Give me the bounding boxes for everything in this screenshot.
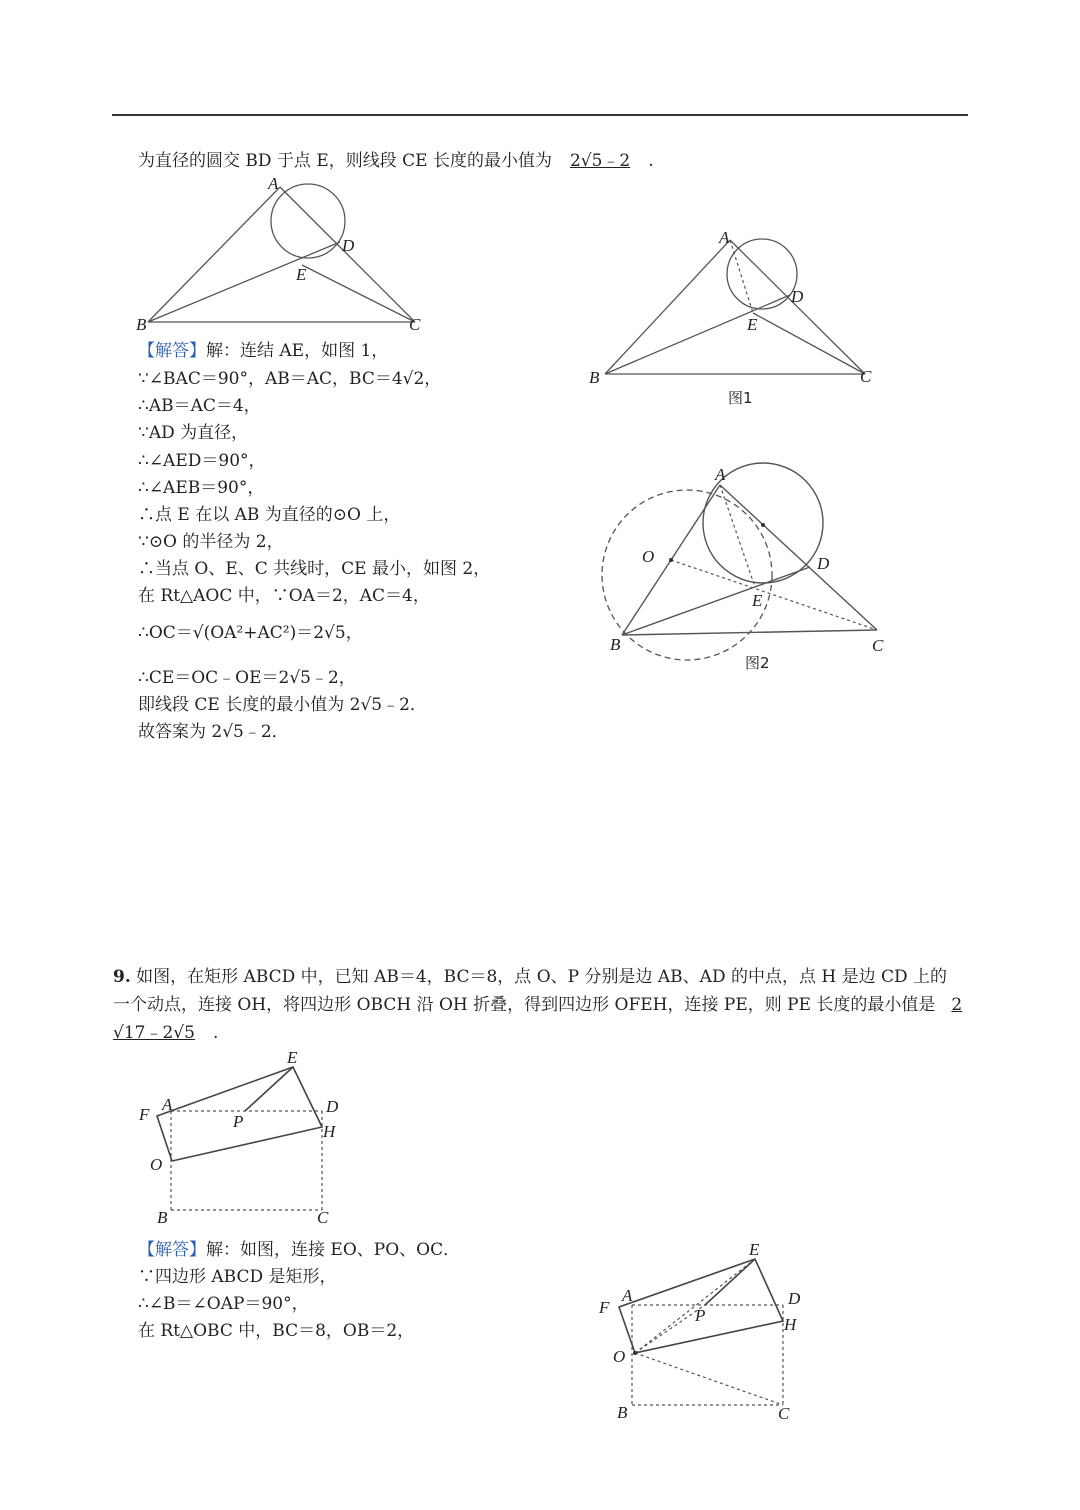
q9-answer-part-b: √17﹣2√5 — [113, 1023, 195, 1043]
q8-line-9: 在 Rt△AOC 中，∵OA＝2，AC＝4， — [138, 586, 430, 606]
q9-figure-top — [135, 1045, 375, 1230]
q9-top-label-c: C — [317, 1208, 329, 1227]
q8-line-2: ∴AB＝AC＝4， — [138, 396, 261, 416]
fig1-label-b: B — [589, 368, 600, 387]
fig2-label-b: B — [610, 635, 621, 654]
q9-sol-label-h: H — [784, 1315, 797, 1334]
q9-answer-part-a: 2 — [951, 995, 963, 1015]
q9-top-label-h: H — [323, 1122, 336, 1141]
q8-line-7: ∵⊙O 的半径为 2， — [138, 532, 284, 552]
q9-stem-text-2: 一个动点，连接 OH，将四边形 OBCH 沿 OH 折叠，得到四边形 OFEH，连接 PE，则 PE 长度的最小值是 — [113, 995, 936, 1015]
q9-sol-label-f: F — [599, 1298, 610, 1317]
q9-stem-line-1 — [113, 966, 947, 988]
q8-solution-line: 解：连结 AE，如图 1， — [206, 341, 389, 361]
q8-answer-tag: 【解答】 — [138, 341, 206, 361]
q9-top-label-b: B — [157, 1208, 168, 1227]
q8-line-12: 即线段 CE 长度的最小值为 2√5﹣2． — [138, 695, 427, 715]
q9-answer-tag: 【解答】 — [138, 1240, 206, 1260]
fig2-label-e: E — [752, 591, 763, 610]
q9-top-label-o: O — [150, 1155, 163, 1174]
q8-line-4: ∴∠AED＝90°， — [138, 451, 266, 471]
q9-solution-line: 解：如图，连接 EO、PO、OC． — [206, 1240, 461, 1260]
q9-sol-label-o: O — [613, 1347, 626, 1366]
q8-line-10: ∴OC＝√(OA²+AC²)＝2√5， — [138, 623, 363, 643]
q8-figure-1 — [585, 228, 885, 413]
q8-top-label-a: A — [268, 174, 279, 193]
q9-line-0 — [138, 1239, 460, 1261]
q9-stem-line-3 — [113, 1022, 218, 1044]
q8-stem — [138, 150, 654, 172]
q9-line-3: 在 Rt△OBC 中，BC＝8，OB＝2， — [138, 1321, 415, 1341]
q9-stem-line-2 — [113, 994, 966, 1016]
q8-top-label-c: C — [409, 315, 421, 334]
fig1-label-e: E — [747, 315, 758, 334]
q9-top-label-f: F — [139, 1105, 150, 1124]
fig2-label-o: O — [642, 547, 655, 566]
fig2-label-a: A — [715, 465, 726, 484]
q9-top-label-p: P — [233, 1112, 244, 1131]
q9-sol-label-c: C — [778, 1404, 790, 1423]
q8-stem-end: . — [648, 151, 654, 171]
q9-sol-label-a: A — [622, 1286, 633, 1305]
q8-figure-2 — [585, 465, 895, 680]
q9-number: 9. — [113, 967, 131, 987]
q8-line-13: 故答案为 2√5﹣2． — [138, 722, 289, 742]
q8-line-6: ∴点 E 在以 AB 为直径的⊙O 上， — [138, 505, 401, 525]
fig1-label-a: A — [719, 228, 730, 247]
q9-figure-solution — [595, 1235, 825, 1423]
fig1-label-c: C — [860, 367, 872, 386]
fig1-caption: 图1 — [728, 389, 753, 407]
q9-stem-end: . — [212, 1023, 219, 1043]
q9-sol-label-b: B — [617, 1403, 628, 1422]
q8-line-3: ∵AD 为直径， — [138, 423, 249, 443]
q8-line-11: ∴CE＝OC﹣OE＝2√5﹣2， — [138, 668, 356, 688]
q9-sol-label-d: D — [788, 1289, 801, 1308]
q8-line-1: ∵∠BAC＝90°，AB＝AC，BC＝4√2， — [138, 369, 442, 389]
q9-line-1: ∵四边形 ABCD 是矩形， — [138, 1267, 337, 1287]
q9-top-label-a: A — [162, 1095, 173, 1114]
q8-top-label-e: E — [296, 265, 307, 284]
q9-stem-text-1: 如图，在矩形 ABCD 中，已知 AB＝4，BC＝8，点 O、P 分别是边 AB、AD 的中点，点 H 是边 CD 上的 — [136, 967, 948, 987]
q8-top-label-b: B — [136, 315, 147, 334]
q8-line-8: ∴当点 O、E、C 共线时，CE 最小，如图 2， — [138, 559, 491, 579]
q9-sol-label-p: P — [695, 1306, 706, 1325]
q8-stem-text: 为直径的圆交 BD 于点 E，则线段 CE 长度的最小值为 — [138, 151, 552, 171]
q8-line-5: ∴∠AEB＝90°， — [138, 478, 265, 498]
fig2-caption: 图2 — [745, 654, 770, 672]
fig2-label-d: D — [817, 554, 830, 573]
q8-line-0 — [138, 340, 388, 362]
q8-figure-top — [130, 175, 430, 335]
q9-line-2: ∴∠B＝∠OAP＝90°， — [138, 1294, 309, 1314]
fig1-label-d: D — [791, 287, 804, 306]
q8-answer: 2√5﹣2 — [569, 151, 631, 171]
q9-top-label-d: D — [326, 1097, 339, 1116]
q9-top-label-e: E — [287, 1048, 298, 1067]
q8-top-label-d: D — [342, 236, 355, 255]
header-rule — [112, 114, 968, 116]
q9-sol-label-e: E — [749, 1240, 760, 1259]
fig2-label-c: C — [872, 636, 884, 655]
